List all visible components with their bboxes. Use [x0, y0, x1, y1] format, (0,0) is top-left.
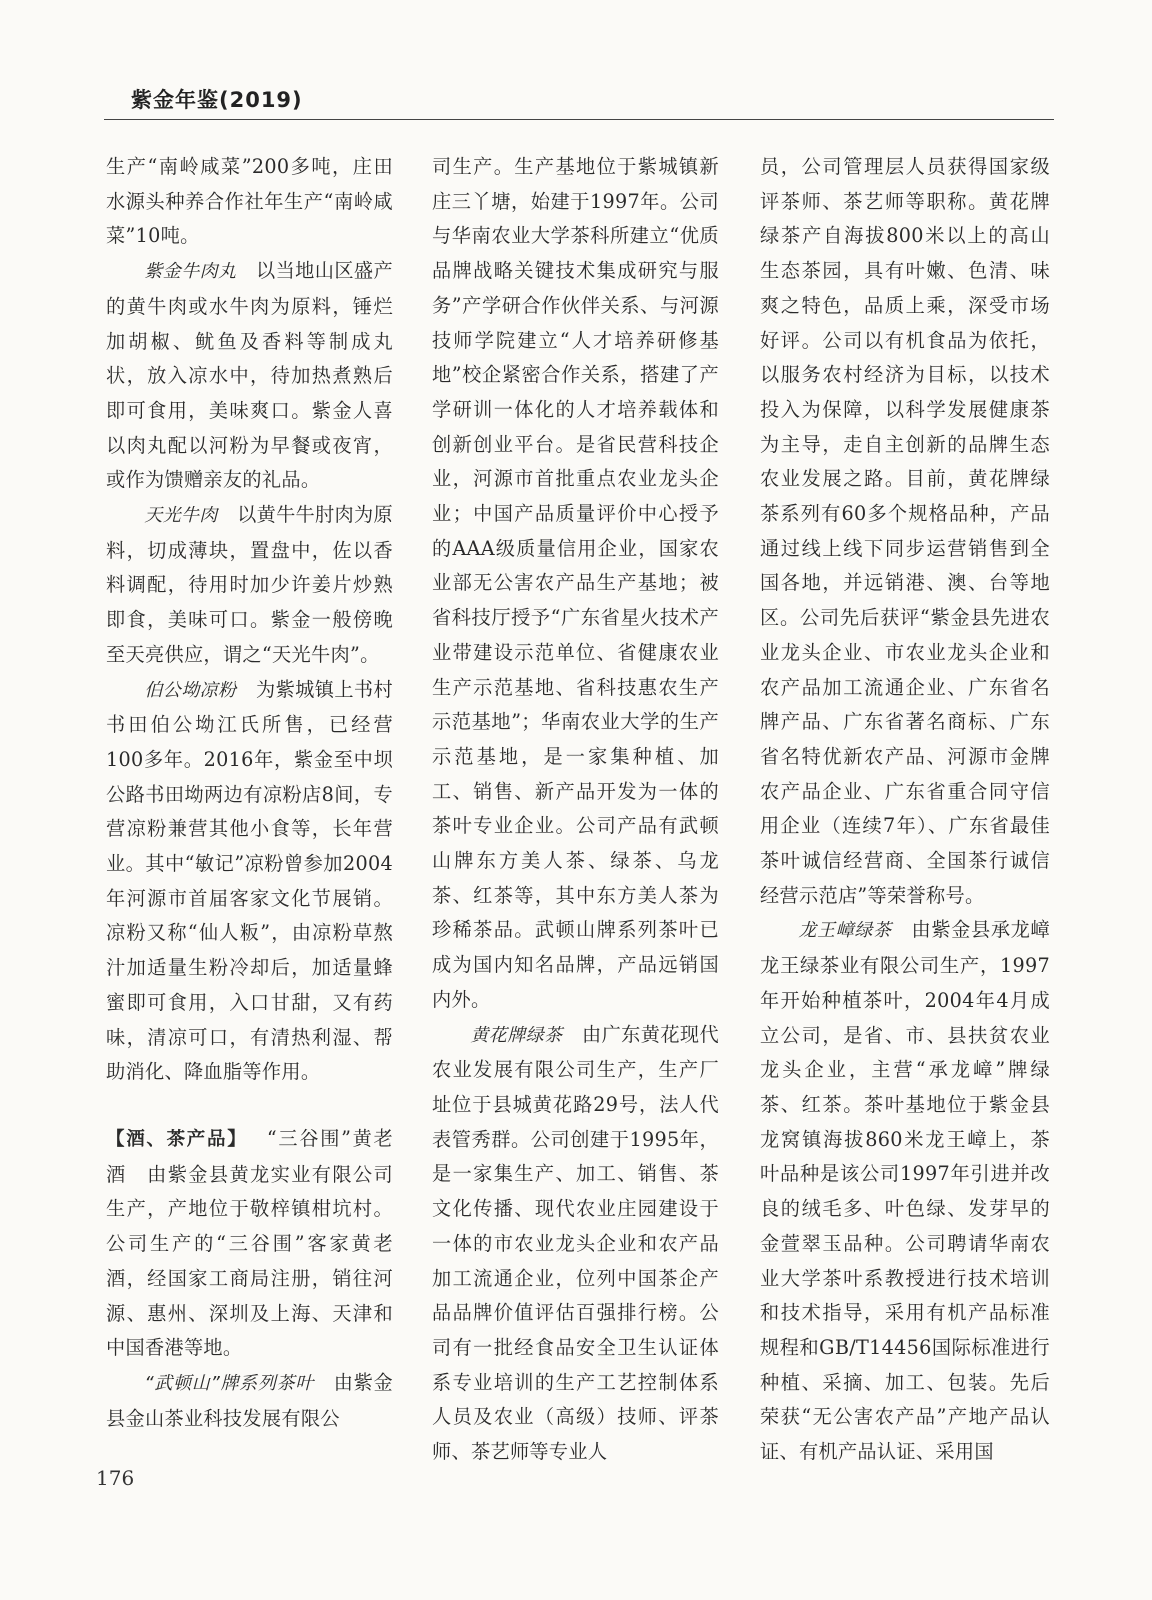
entry-keyword: 伯公坳凉粉 — [144, 679, 237, 701]
entry-text: 为紫城镇上书村书田伯公坳江氏所售，已经营100多年。2016年，紫金至中坝公路书田坳两边有凉粉店8间，专营凉粉兼营其他小食等，长年营业。其中“敏记”凉粉曾参加2004年河源市首届客家文化节展销。凉粉又称“仙人粄”，由凉粉草熬汁加适量生粉冷却后，加适量蜂蜜即可食用，入口甘甜，又有药味，清凉可口，有清热利湿、帮助消化、降血脂等作用。 — [106, 677, 393, 1084]
paragraph — [432, 1018, 719, 1470]
entry-text: “三谷围”黄老酒 由紫金县黄龙实业有限公司生产，产地位于敬梓镇柑坑村。公司生产的“三谷围”客家黄老酒，经国家工商局注册，销往河源、惠州、深圳及上海、天津和中国香港等地。 — [106, 1126, 393, 1360]
paragraph — [106, 1366, 393, 1436]
entry-keyword: 紫金牛肉丸 — [144, 261, 237, 283]
entry-text: 由广东黄花现代农业发展有限公司生产，生产厂址位于县城黄花路29号，法人代表管秀群。公司创建于1995年，是一家集生产、加工、销售、茶文化传播、现代农业庄园建设于一体的市农业龙头企业和农产品加工流通企业，位列中国茶企产品品牌价值评估百强排行榜。公司有一批经食品安全卫生认证体系专业培训的生产工艺控制体系人员及农业（高级）技师、评茶师、茶艺师等专业人 — [432, 1022, 719, 1464]
paragraph: 生产“南岭咸菜”200多吨，庄田水源头种养合作社年生产“南岭咸菜”10吨。 — [106, 155, 393, 248]
header-rule — [104, 119, 1054, 120]
page-number: 176 — [96, 1466, 135, 1490]
entry-keyword: 龙王嶂绿茶 — [798, 920, 892, 942]
entry-text: 由紫金县金山茶业科技发展有限公 — [106, 1370, 393, 1430]
paragraph: 员，公司管理层人员获得国家级评茶师、茶艺师等职称。黄花牌绿茶产自海拔800米以上的高山生态茶园，具有叶嫩、色清、味爽之特色，品质上乘，深受市场好评。公司以有机食品为依托，以服务农村经济为目标，以技术投入为保障，以科学发展健康茶为主导，走自主创新的品牌生态农业发展之路。目前，黄花牌绿茶系列有60多个规格品种，产品通过线上线下同步运营销售到全国各地，并远销港、澳、台等地区。公司先后获评“紫金县先进农业龙头企业、市农业龙头企业和农产品加工流通企业、广东省名牌产品、广东省著名商标、广东省名特优新农产品、河源市金牌农产品企业、广东省重合同守信用企业（连续7年）、广东省最佳茶叶诚信经营商、全国茶行诚信经营示范店”等荣誉称号。 — [760, 155, 1050, 907]
column-2 — [432, 150, 719, 1470]
paragraph — [106, 254, 393, 498]
entry-keyword: 黄花牌绿茶 — [470, 1024, 563, 1046]
section-heading: 【酒、茶产品】 — [106, 1128, 248, 1150]
paragraph — [106, 498, 393, 673]
paragraph: 司生产。生产基地位于紫城镇新庄三丫塘，始建于1997年。公司与华南农业大学茶科所建立“优质品牌战略关键技术集成研究与服务”产学研合作伙伴关系、与河源技师学院建立“人才培养研修基地”校企紧密合作关系，搭建了产学研训一体化的人才培养载体和创新创业平台。是省民营科技企业，河源市首批重点农业龙头企业；中国产品质量评价中心授予的AAA级质量信用企业，国家农业部无公害农产品生产基地；被省科技厅授予“广东省星火技术产业带建设示范单位、省健康农业生产示范基地、省科技惠农生产示范基地”；华南农业大学的生产示范基地，是一家集种植、加工、销售、新产品开发为一体的茶叶专业企业。公司产品有武顿山牌东方美人茶、绿茶、乌龙茶、红茶等，其中东方美人茶为珍稀茶品。武顿山牌系列茶叶已成为国内知名品牌，产品远销国内外。 — [432, 155, 719, 1011]
entry-keyword: “武顿山”牌系列茶叶 — [144, 1372, 314, 1394]
paragraph — [106, 1122, 393, 1366]
entry-keyword: 天光牛肉 — [144, 505, 218, 527]
paragraph — [106, 673, 393, 1090]
paragraph — [760, 913, 1050, 1469]
entry-text: 由紫金县承龙嶂龙王绿茶业有限公司生产，1997年开始种植茶叶，2004年4月成立公司，是省、市、县扶贫农业龙头企业，主营“承龙嶂”牌绿茶、红茶。茶叶基地位于紫金县龙窝镇海拔860米龙王嶂上，茶叶品种是该公司1997年引进并改良的绒毛多、叶色绿、发芽早的金萱翠玉品种。公司聘请华南农业大学茶叶系教授进行技术培训和技术指导，采用有机产品标准规程和GB/T14456国际标准进行种植、采摘、加工、包装。先后荣获“无公害农产品”产地产品认证、有机产品认证、采用国 — [760, 918, 1050, 1464]
entry-text: 以当地山区盛产的黄牛肉或水牛肉为原料，锤烂加胡椒、鱿鱼及香料等制成丸状，放入凉水中，待加热煮熟后即可食用，美味爽口。紫金人喜以肉丸配以河粉为早餐或夜宵，或作为馈赠亲友的礼品。 — [106, 259, 393, 492]
entry-text: 以黄牛牛肘肉为原料，切成薄块，置盘中，佐以香料调配，待用时加少许姜片炒熟即食，美味可口。紫金一般傍晚至天亮供应，谓之“天光牛肉”。 — [106, 503, 393, 666]
column-3 — [760, 150, 1050, 1470]
header-title: 紫金年鉴(2019) — [131, 88, 303, 112]
column-1 — [106, 150, 393, 1470]
